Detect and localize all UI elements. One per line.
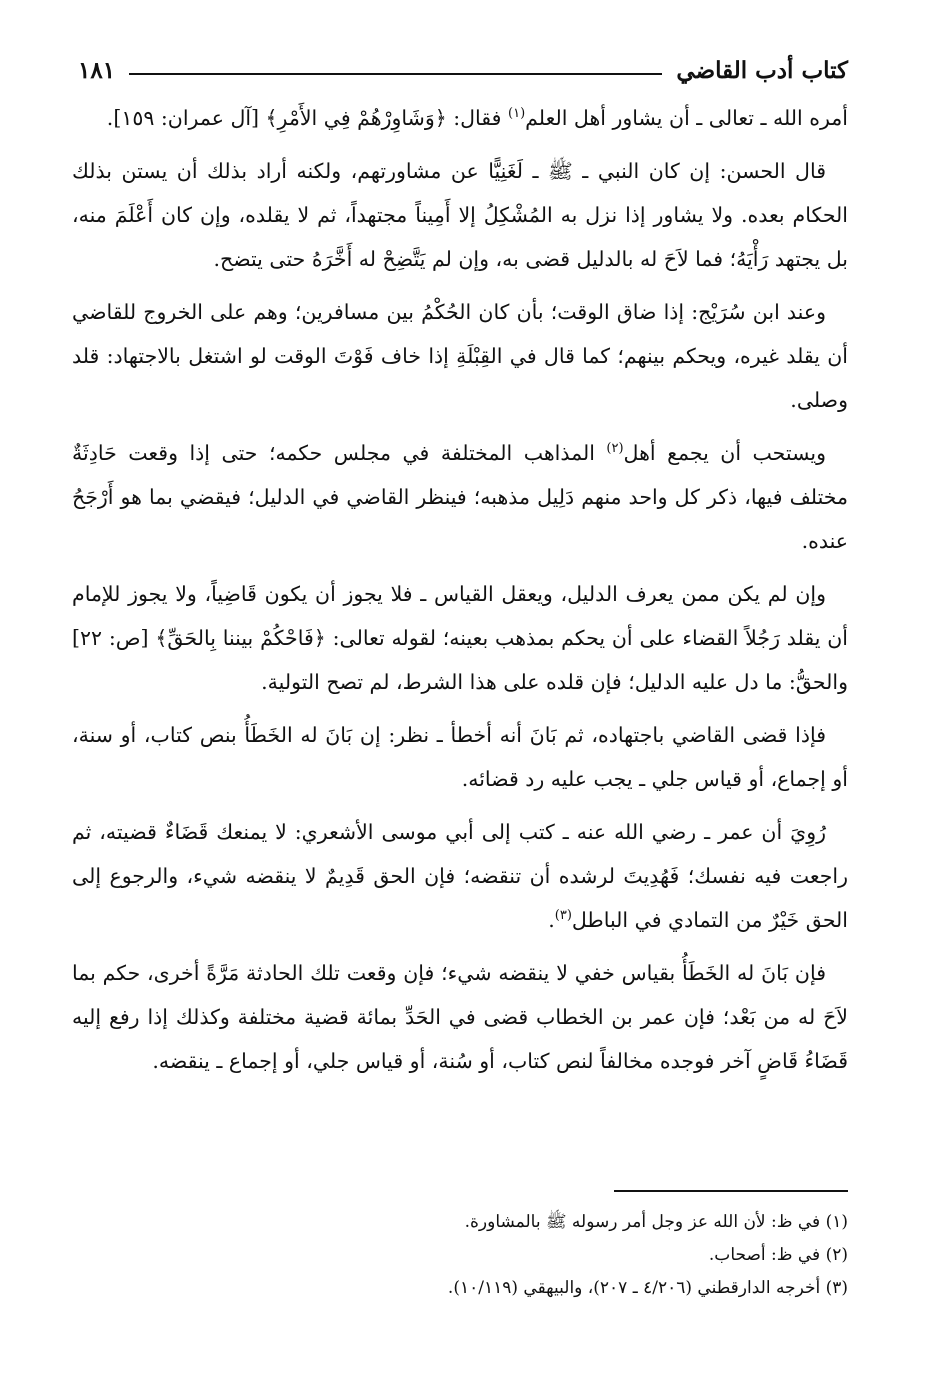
paragraph-2: قال الحسن: إن كان النبي ـ ﷺ ـ لَغَنِيًّا عن مشاورتهم، ولكنه أراد بذلك أن يستن بذلك الحكام بعده. ولا يشاور إذا نزل به المُشْكِلُ إلا أَمِيناً مجتهداً، ثم لا يقلده، وإن كان أَعْلَمَ منه، بل يجتهد رَأْيَهُ؛ فما لاَحَ له بالدليل قضى به، وإن لم يَتَّضِحْ له أَخَّرَهُ حتى يتضح. [72, 159, 848, 271]
paragraph-7 [72, 810, 848, 942]
paragraph-4 [72, 431, 848, 563]
footnote-separator [614, 1190, 848, 1192]
footnote-ref-3: (٣) [554, 908, 572, 924]
paragraph-text: . [548, 908, 555, 932]
footnote-ref-1: (١) [508, 106, 526, 122]
paragraph-1 [72, 96, 848, 140]
paragraph-6: فإذا قضى القاضي باجتهاده، ثم بَانَ أنه أخطأ ـ نظر: إن بَانَ له الخَطَأُ بنص كتاب، أو سنة، أو إجماع، أو قياس جلي ـ يجب عليه رد قضائه. [72, 723, 848, 791]
paragraph-3: وعند ابن سُرَيْج: إذا ضاق الوقت؛ بأن كان الحُكْمُ بين مسافرين؛ وهم على الخروج للقاضي أن يقلد غيره، ويحكم بينهم؛ كما قال في القِبْلَةِ إذا خاف فَوْتَ الوقت لو اشتغل بالاجتهاد: قلد وصلى. [72, 300, 848, 412]
main-text [72, 96, 848, 1083]
book-title: كتاب أدب القاضي [676, 56, 848, 84]
footnote-2: (٢) في ظ: أصحاب. [708, 1245, 848, 1265]
page-number: ١٨١ [78, 56, 116, 84]
paragraph-text: أمره الله ـ تعالى ـ أن يشاور أهل العلم [525, 106, 848, 130]
paragraph-text: فقال: ﴿وَشَاوِرْهُمْ فِي الأَمْرِ﴾ [آل عمران: ١٥٩]. [106, 106, 508, 130]
footnote-3: (٣) أخرجه الدارقطني (٤/٢٠٦ ـ ٢٠٧)، والبيهقي (١٠/١١٩). [447, 1278, 848, 1298]
paragraph-text: رُوِيَ أن عمر ـ رضي الله عنه ـ كتب إلى أبي موسى الأشعري: لا يمنعك قَضَاءٌ قضيته، ثم راجعت فيه نفسك؛ فَهُدِيتَ لرشده أن تنقضه؛ فإن الحق قَدِيمٌ لا ينقضه شيء، والرجوع إلى الحق خَيْرٌ من التمادي في الباطل [72, 820, 848, 932]
running-header [78, 50, 848, 90]
header-rule [129, 73, 662, 75]
footnote-1: (١) في ظ: لأن الله عز وجل أمر رسوله ﷺ بالمشاورة. [464, 1212, 848, 1232]
paragraph-8: فإن بَانَ له الخَطَأُ بقياس خفي لا ينقضه شيء؛ فإن وقعت تلك الحادثة مَرَّةً أخرى، حكم بما لاَحَ له من بَعْد؛ فإن عمر بن الخطاب قضى في الحَدِّ بمائة قضية مختلفة وكذلك إذا رفع إليه قَضَاءُ قَاضٍ آخر فوجده مخالفاً لنص كتاب، أو سُنة، أو قياس جلي، أو إجماع ـ ينقضه. [72, 961, 848, 1073]
paragraph-5: وإن لم يكن ممن يعرف الدليل، ويعقل القياس ـ فلا يجوز أن يكون قَاضِياً، ولا يجوز للإمام أن يقلد رَجُلاً القضاء على أن يحكم بمذهب بعينه؛ لقوله تعالى: ﴿فَاحْكُمْ بيننا بِالحَقِّ﴾ [ص: ٢٢] والحقُّ: ما دل عليه الدليل؛ فإن قلده على هذا الشرط، لم تصح التولية. [72, 582, 848, 694]
paragraph-text: ويستحب أن يجمع أهل [623, 441, 826, 465]
footnote-ref-2: (٢) [606, 441, 624, 457]
footnotes [72, 1206, 848, 1305]
paragraph-text: المذاهب المختلفة في مجلس حكمه؛ حتى إذا وقعت حَادِثَةٌ مختلف فيها، ذكر كل واحد منهم دَلِيل مذهبه؛ فينظر القاضي في الدليل؛ فيقضي بما هو أَرْجَحُ عنده. [72, 441, 848, 553]
